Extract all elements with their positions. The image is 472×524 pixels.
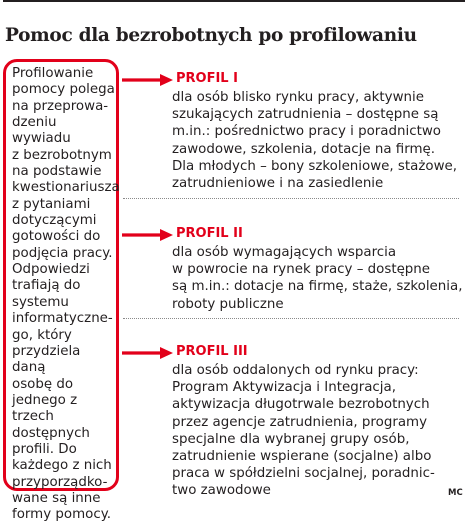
top-rule [3,0,465,2]
arrow-right-icon [122,228,174,242]
author-credit: MC [448,488,463,498]
profile-1-description: dla osób blisko rynku pracy, aktywnie szukających zatrudnienia – dostępne są m.in.: pośrednictwo pracy i poradnictwo zawodowe, szkolenia, dotacje na firmę. Dla młodych – bony szkoleniowe, stażowe, zatrudnieniowe i na zasiedlenie [172,90,458,192]
arrow-right-icon [122,73,174,87]
profile-3-title: PROFIL III [176,344,248,359]
intro-box [3,59,120,523]
page-title: Pomoc dla bezrobotnych po profilowaniu [5,25,417,46]
profile-2-description: dla osób wymagających wsparcia w powrocie na rynek pracy – dostępne są m.in.: dotacje na firmę, staże, szkolenia, roboty publiczne [172,245,463,312]
profile-1-title: PROFIL I [176,71,238,86]
intro-text: Profilowanie pomocy polega na przeprowa- dzeniu wywiadu z bezrobotnym na podstawie kwestionariusza z pytaniami dotyczącymi gotowości do podjęcia pracy. Odpowiedzi trafiają do systemu informatyczne- go, który przydziela daną osobę do jednego z trzech dostępnych profili. Do każdego z nich przyporządko- wane są inne formy pomocy. [12,66,120,523]
divider [123,198,459,199]
profile-2-title: PROFIL II [176,226,243,241]
profile-3-description: dla osób oddalonych od rynku pracy: Program Aktywizacja i Integracja, aktywizacja długotrwale bezrobotnych przez agencje zatrudnienia, programy specjalne dla wybranej grupy osób, zatrudnienie wspierane (socjalne) albo praca w spółdzielni socjalnej, poradnic- two zawodowe [172,363,435,499]
arrow-right-icon [122,346,174,360]
divider [123,318,459,319]
